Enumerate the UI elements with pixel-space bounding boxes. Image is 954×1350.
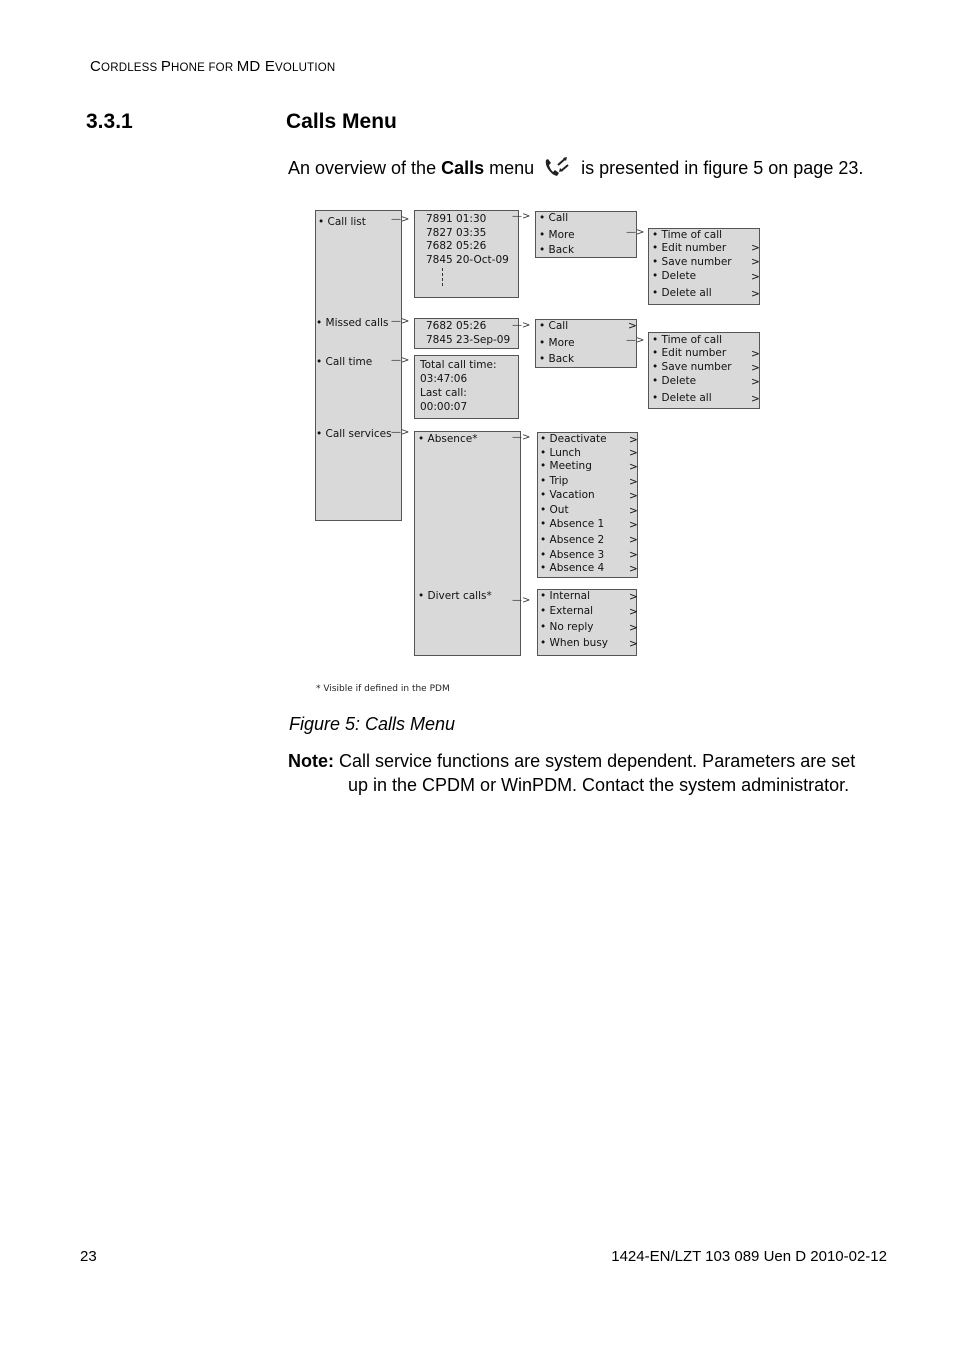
running-header: CORDLESS PHONE FOR MD EVOLUTION	[90, 58, 336, 75]
arrow-icon: —>	[626, 227, 645, 238]
service-divert-calls: • Divert calls*	[418, 590, 492, 602]
chevron-right-icon: >	[629, 476, 638, 488]
chevron-right-icon: >	[751, 393, 760, 405]
arrow-icon: —>	[512, 432, 531, 443]
chevron-right-icon: >	[629, 505, 638, 517]
arrow-icon: —>	[391, 427, 410, 438]
option-save-number: • Save number	[652, 361, 732, 373]
arrow-icon: —>	[512, 320, 531, 331]
chevron-right-icon: >	[751, 271, 760, 283]
divert-option: • When busy	[540, 637, 609, 649]
absence-option: • Deactivate	[540, 433, 607, 445]
chevron-right-icon: >	[629, 434, 638, 446]
diagram-footnote: * Visible if defined in the PDM	[316, 684, 450, 694]
option-back: • Back	[539, 353, 575, 365]
chevron-right-icon: >	[629, 519, 638, 531]
absence-option: • Absence 4	[540, 562, 605, 574]
missed-entry: 7682 05:26	[426, 320, 487, 332]
intro-paragraph: An overview of the Calls menu is presented in figure 5 on page 23.	[288, 158, 864, 178]
option-delete-all: • Delete all	[652, 287, 712, 299]
arrow-icon: —>	[626, 335, 645, 346]
arrow-icon: —>	[512, 211, 531, 222]
option-call: • Call	[539, 320, 569, 332]
page-number: 23	[80, 1248, 97, 1265]
document-id: 1424-EN/LZT 103 089 Uen D 2010-02-12	[611, 1248, 887, 1265]
call-time-line: Total call time:	[420, 359, 497, 371]
chevron-right-icon: >	[751, 256, 760, 268]
chevron-right-icon: >	[629, 606, 638, 618]
call-list-entry: 7891 01:30	[426, 213, 487, 225]
option-delete: • Delete	[652, 270, 697, 282]
option-more: • More	[539, 229, 575, 241]
divert-option: • Internal	[540, 590, 590, 602]
chevron-right-icon: >	[751, 242, 760, 254]
absence-option: • Lunch	[540, 447, 581, 459]
chevron-right-icon: >	[629, 490, 638, 502]
call-time-line: 00:00:07	[420, 401, 468, 413]
absence-option: • Absence 1	[540, 518, 605, 530]
option-edit-number: • Edit number	[652, 242, 727, 254]
arrow-icon: —>	[391, 355, 410, 366]
option-more: • More	[539, 337, 575, 349]
absence-option: • Absence 3	[540, 549, 605, 561]
chevron-right-icon: >	[751, 376, 760, 388]
chevron-right-icon: >	[751, 288, 760, 300]
service-absence: • Absence*	[418, 433, 478, 445]
menu-item-call-list: • Call list	[318, 216, 366, 228]
figure-caption: Figure 5: Calls Menu	[289, 714, 456, 734]
note-paragraph: Note: Call service functions are system dependent. Parameters are set up in the CPDM or WinPDM. Contact the system administrator.	[288, 751, 856, 795]
arrow-icon: —>	[512, 595, 531, 606]
menu-item-missed-calls: • Missed calls	[316, 317, 389, 329]
absence-option: • Vacation	[540, 489, 595, 501]
chevron-right-icon: >	[629, 534, 638, 546]
section-number: 3.3.1	[86, 110, 133, 133]
absence-option: • Out	[540, 504, 569, 516]
section-title: Calls Menu	[286, 110, 397, 133]
menu-item-call-services: • Call services	[316, 428, 392, 440]
option-edit-number: • Edit number	[652, 347, 727, 359]
absence-option: • Absence 2	[540, 534, 605, 546]
continuation-dashes	[442, 268, 443, 286]
chevron-right-icon: >	[629, 461, 638, 473]
arrow-icon: —>	[391, 214, 410, 225]
chevron-right-icon: >	[629, 549, 638, 561]
chevron-right-icon: >	[628, 320, 637, 332]
option-time-of-call: • Time of call	[652, 229, 723, 241]
menu-item-call-time: • Call time	[316, 356, 373, 368]
chevron-right-icon: >	[629, 447, 638, 459]
call-list-entry: 7827 03:35	[426, 227, 487, 239]
call-time-line: 03:47:06	[420, 373, 468, 385]
chevron-right-icon: >	[629, 622, 638, 634]
absence-option: • Trip	[540, 475, 569, 487]
chevron-right-icon: >	[751, 348, 760, 360]
option-call: • Call	[539, 212, 569, 224]
chevron-right-icon: >	[629, 563, 638, 575]
arrow-icon: —>	[391, 316, 410, 327]
option-delete-all: • Delete all	[652, 392, 712, 404]
chevron-right-icon: >	[751, 362, 760, 374]
absence-option: • Meeting	[540, 460, 592, 472]
call-list-entry: 7845 20-Oct-09	[426, 254, 509, 266]
divert-option: • External	[540, 605, 594, 617]
option-delete: • Delete	[652, 375, 697, 387]
option-back: • Back	[539, 244, 575, 256]
call-time-line: Last call:	[420, 387, 467, 399]
divert-option: • No reply	[540, 621, 594, 633]
option-save-number: • Save number	[652, 256, 732, 268]
chevron-right-icon: >	[629, 638, 638, 650]
call-services-box	[414, 431, 521, 656]
chevron-right-icon: >	[629, 591, 638, 603]
call-list-entry: 7682 05:26	[426, 240, 487, 252]
option-time-of-call: • Time of call	[652, 334, 723, 346]
missed-entry: 7845 23-Sep-09	[426, 334, 511, 346]
